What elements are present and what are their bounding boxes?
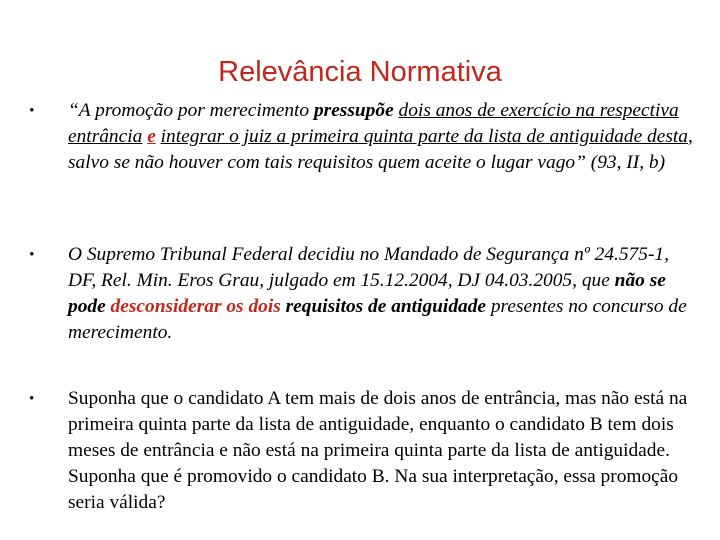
bullet-3-text: Suponha que o candidato A tem mais de dois anos de entrância, mas não está na primeira quinta parte da lista de antiguidade, enquanto o candidato B tem dois meses de entrância e não está na primeira quinta parte da lista de antiguidade. Suponha que é promovido o candidato B. Na sua interpretação, essa promoção seria válida? [68,388,688,513]
bullet-icon: • [29,103,35,119]
bullet-icon: • [29,391,35,407]
bullet-item-2 [29,242,698,346]
bullet-1-text: “A promoção por merecimento pressupõe dois anos de exercício na respectiva entrância e integrar o juiz a primeira quinta parte da lista de antiguidade desta, salvo se não houver com tais requisitos quem aceite o lugar vago” (93, II, b) [68,100,693,173]
slide-title: Relevância Normativa [218,56,502,88]
bullet-2-text: O Supremo Tribunal Federal decidiu no Mandado de Segurança nº 24.575-1, DF, Rel. Min. Eros Grau, julgado em 15.12.2004, DJ 04.03.2005, que não se pode desconsiderar os dois requisitos de antiguidade presentes no concurso de merecimento. [68,244,687,343]
bullet-icon: • [29,247,35,263]
bullet-item-1 [29,98,698,176]
bullet-item-3 [29,386,698,516]
